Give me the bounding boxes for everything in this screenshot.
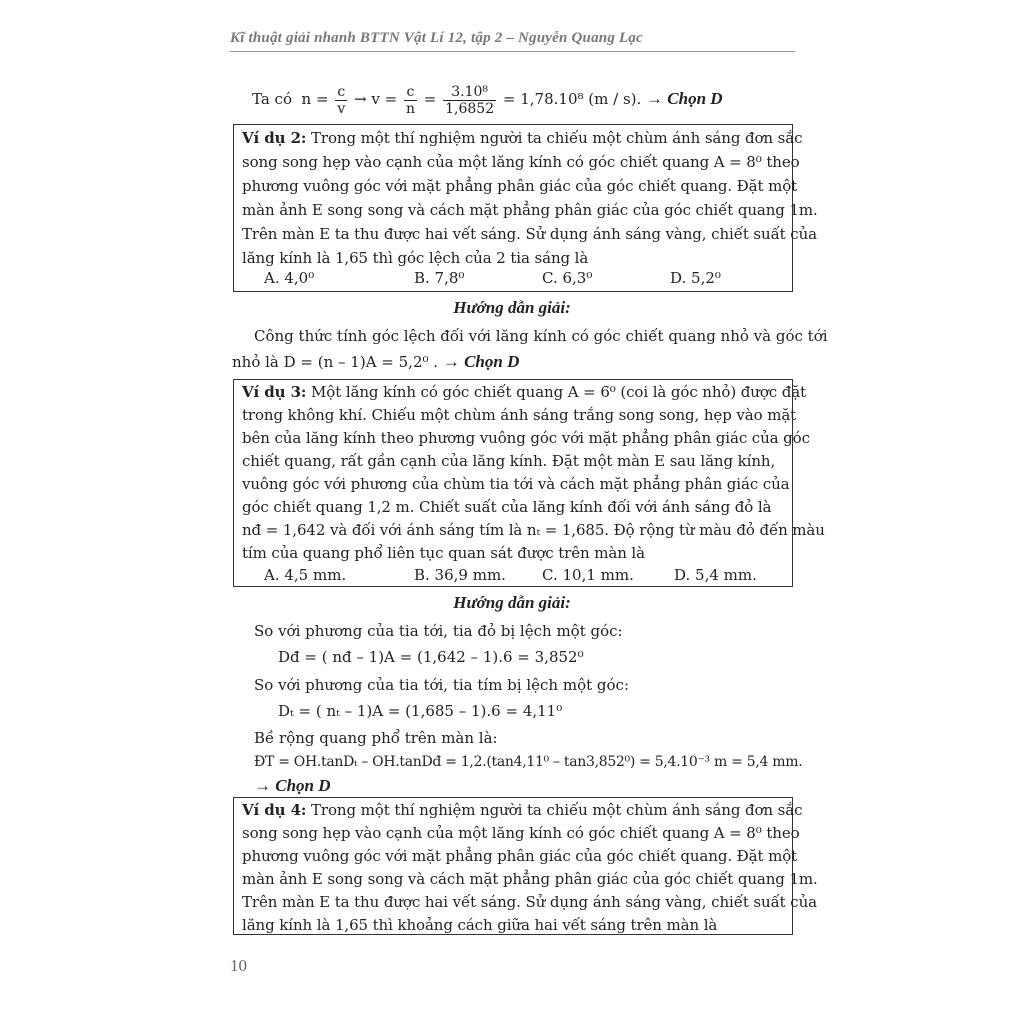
guide-1-line-2: nhỏ là D = (n – 1)A = 5,2⁰ . → Chọn D	[232, 352, 520, 371]
example-4-line-2: song song hẹp vào cạnh của một lăng kính có góc chiết quang A = 8⁰ theo	[242, 824, 800, 842]
guide-2-line-5: Bề rộng quang phổ trên màn là:	[254, 729, 498, 747]
answer-b: B. 7,8⁰	[414, 269, 465, 287]
answer-b: B. 36,9 mm.	[414, 566, 506, 584]
formula-eq: =	[423, 90, 437, 108]
example-2-line-2: song song hẹp vào cạnh của một lăng kính có góc chiết quang A = 8⁰ theo	[242, 153, 800, 171]
example-4-line-6: lăng kính là 1,65 thì khoảng cách giữa hai vết sáng trên màn là	[242, 916, 718, 934]
example-3-box	[233, 379, 825, 587]
example-3-line-1: Ví dụ 3: Một lăng kính có góc chiết quang A = 6⁰ (coi là góc nhỏ) được đặt	[242, 383, 807, 401]
formula-n-lhs: n =	[301, 90, 329, 108]
guide-2-line-3: So với phương của tia tới, tia tím bị lệch một góc:	[254, 676, 629, 694]
example-3-line-8: tím của quang phổ liên tục quan sát được trên màn là	[242, 544, 645, 562]
formula-result: = 1,78.10⁸ (m / s).	[502, 90, 642, 108]
example-4-box	[233, 797, 818, 935]
example-2-line-6: lăng kính là 1,65 thì góc lệch của 2 tia sáng là	[242, 249, 589, 267]
intro-formula	[252, 82, 723, 117]
fraction-value: $\frac{\text{3.10⁸}}{1,6852}$	[445, 83, 495, 117]
guide-heading-1: Hướng dẫn giải:	[453, 298, 571, 317]
example-4-line-1: Ví dụ 4: Trong một thí nghiệm người ta chiếu một chùm ánh sáng đơn sắc	[242, 801, 803, 819]
example-2-box	[233, 124, 818, 292]
example-3-line-5: vuông góc với phương của chùm tia tới và cách mặt phẳng phân giác của	[242, 475, 790, 493]
guide-1-line-1: Công thức tính góc lệch đối với lăng kính có góc chiết quang nhỏ và góc tới	[254, 327, 828, 345]
example-4-line-4: màn ảnh E song song và cách mặt phẳng phân giác của góc chiết quang 1m.	[242, 870, 818, 888]
guide-heading-2: Hướng dẫn giải:	[453, 593, 571, 612]
example-4-line-5: Trên màn E ta thu được hai vết sáng. Sử dụng ánh sáng vàng, chiết suất của	[242, 893, 817, 911]
answer-d: D. 5,2⁰	[670, 269, 721, 287]
answer-choice: → Chọn D	[646, 89, 723, 108]
answer-choice: → Chọn D	[442, 352, 520, 371]
fraction-c-over-n: $\frac{c}{n}$	[405, 83, 415, 117]
answer-d: D. 5,4 mm.	[674, 566, 757, 584]
example-3-line-7: nđ = 1,642 và đối với ánh sáng tím là nₜ = 1,685. Độ rộng từ màu đỏ đến màu	[242, 521, 825, 539]
example-3-line-6: góc chiết quang 1,2 m. Chiết suất của lăng kính đối với ánh sáng đỏ là	[242, 498, 772, 516]
guide-2-line-1: So với phương của tia tới, tia đỏ bị lệch một góc:	[254, 622, 623, 640]
example-4-line-3: phương vuông góc với mặt phẳng phân giác của góc chiết quang. Đặt một	[242, 847, 798, 865]
fraction-c-over-v: $\frac{c}{v}$	[337, 83, 346, 117]
example-2-line-4: màn ảnh E song song và cách mặt phẳng phân giác của góc chiết quang 1m.	[242, 201, 818, 219]
running-header: Kĩ thuật giải nhanh BTTN Vật Lí 12, tập 2 – Nguyễn Quang Lạc	[230, 30, 643, 46]
formula-arrow: → v =	[354, 90, 398, 108]
guide-2-line-2: Dđ = ( nđ – 1)A = (1,642 – 1).6 = 3,852⁰	[278, 648, 584, 666]
example-2-line-1: Ví dụ 2: Trong một thí nghiệm người ta chiếu một chùm ánh sáng đơn sắc	[242, 129, 803, 147]
example-3-line-3: bên của lăng kính theo phương vuông góc với mặt phẳng phân giác của góc	[242, 429, 810, 447]
example-2-line-3: phương vuông góc với mặt phẳng phân giác của góc chiết quang. Đặt một	[242, 177, 798, 195]
answer-c: C. 10,1 mm.	[542, 566, 634, 584]
answer-choice: → Chọn D	[254, 776, 331, 795]
answer-c: C. 6,3⁰	[542, 269, 593, 287]
page-number: 10	[230, 956, 247, 975]
example-3-line-4: chiết quang, rất gần cạnh của lăng kính. Đặt một màn E sau lăng kính,	[242, 452, 776, 470]
answer-a: A. 4,5 mm.	[264, 566, 347, 584]
guide-2-line-4: Dₜ = ( nₜ – 1)A = (1,685 – 1).6 = 4,11⁰	[278, 702, 563, 720]
intro-prefix: Ta có	[252, 90, 292, 108]
example-3-line-2: trong không khí. Chiếu một chùm ánh sáng trắng song song, hẹp vào mặt	[242, 406, 797, 424]
example-2-line-5: Trên màn E ta thu được hai vết sáng. Sử dụng ánh sáng vàng, chiết suất của	[242, 225, 817, 243]
header-rule	[230, 51, 795, 52]
answer-a: A. 4,0⁰	[264, 269, 315, 287]
guide-2-line-6: ĐT = OH.tanDₜ – OH.tanDđ = 1,2.(tan4,11⁰ – tan3,852⁰) = 5,4.10⁻³ m = 5,4 mm.	[254, 754, 803, 770]
